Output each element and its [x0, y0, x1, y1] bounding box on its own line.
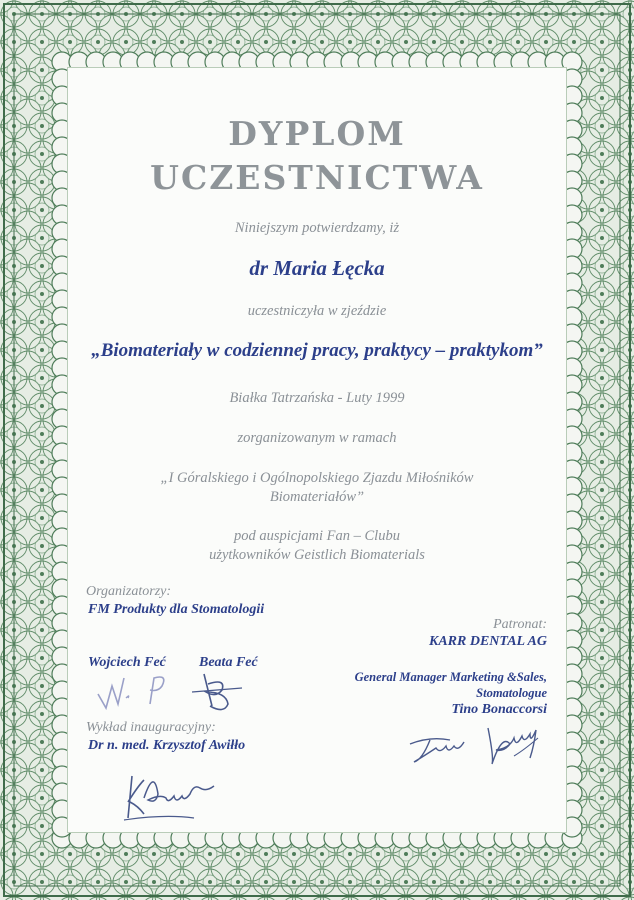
- patron-title: [287, 669, 547, 701]
- title-line-1: DYPLOM: [228, 114, 406, 153]
- participated-text: uczestniczyła w zjeździe: [247, 303, 387, 319]
- lecturer-name: Dr n. med. Krzysztof Awiłło: [88, 738, 246, 753]
- auspices-line-1: pod auspicjami Fan – Clubu: [234, 528, 400, 544]
- organized-within-text: zorganizowanym w ramach: [237, 430, 397, 446]
- title-line-2: UCZESTNICTWA: [150, 158, 484, 197]
- auspices: [0, 527, 634, 565]
- place-date: Białka Tatrzańska - Luty 1999: [229, 390, 405, 406]
- organizers-label: Organizatorzy:: [86, 584, 172, 599]
- patron-title-line-1: General Manager Marketing &Sales,: [354, 670, 547, 684]
- participant-name: dr Maria Łęcka: [249, 256, 385, 280]
- auspices-line-2: użytkowników Geistlich Biomaterials: [209, 547, 425, 563]
- patron-title-line-2: Stomatologue: [476, 686, 547, 700]
- organizer-signer-2: Beata Feć: [199, 655, 258, 670]
- patron-label: Patronat:: [493, 617, 547, 632]
- event-title: „Biomateriały w codziennej pracy, praktycy – praktykom”: [91, 340, 543, 361]
- signature-organizers: [92, 664, 282, 716]
- congress-line-2: Biomateriałów”: [269, 489, 365, 505]
- lecture-label: Wykład inauguracyjny:: [86, 720, 216, 735]
- organizer-company: FM Produkty dla Stomatologii: [88, 602, 265, 617]
- organizer-signer-1: Wojciech Feć: [88, 655, 166, 670]
- signature-lecturer: [118, 762, 238, 824]
- signature-patron: [404, 716, 564, 772]
- patron-signer-name: Tino Bonaccorsi: [451, 702, 547, 717]
- congress-line-1: „I Góralskiego i Ogólnopolskiego Zjazdu Miłośników: [160, 470, 474, 486]
- patron-company: KARR DENTAL AG: [429, 634, 547, 649]
- intro-text: Niniejszym potwierdzamy, iż: [234, 220, 400, 236]
- congress-name: [0, 469, 634, 507]
